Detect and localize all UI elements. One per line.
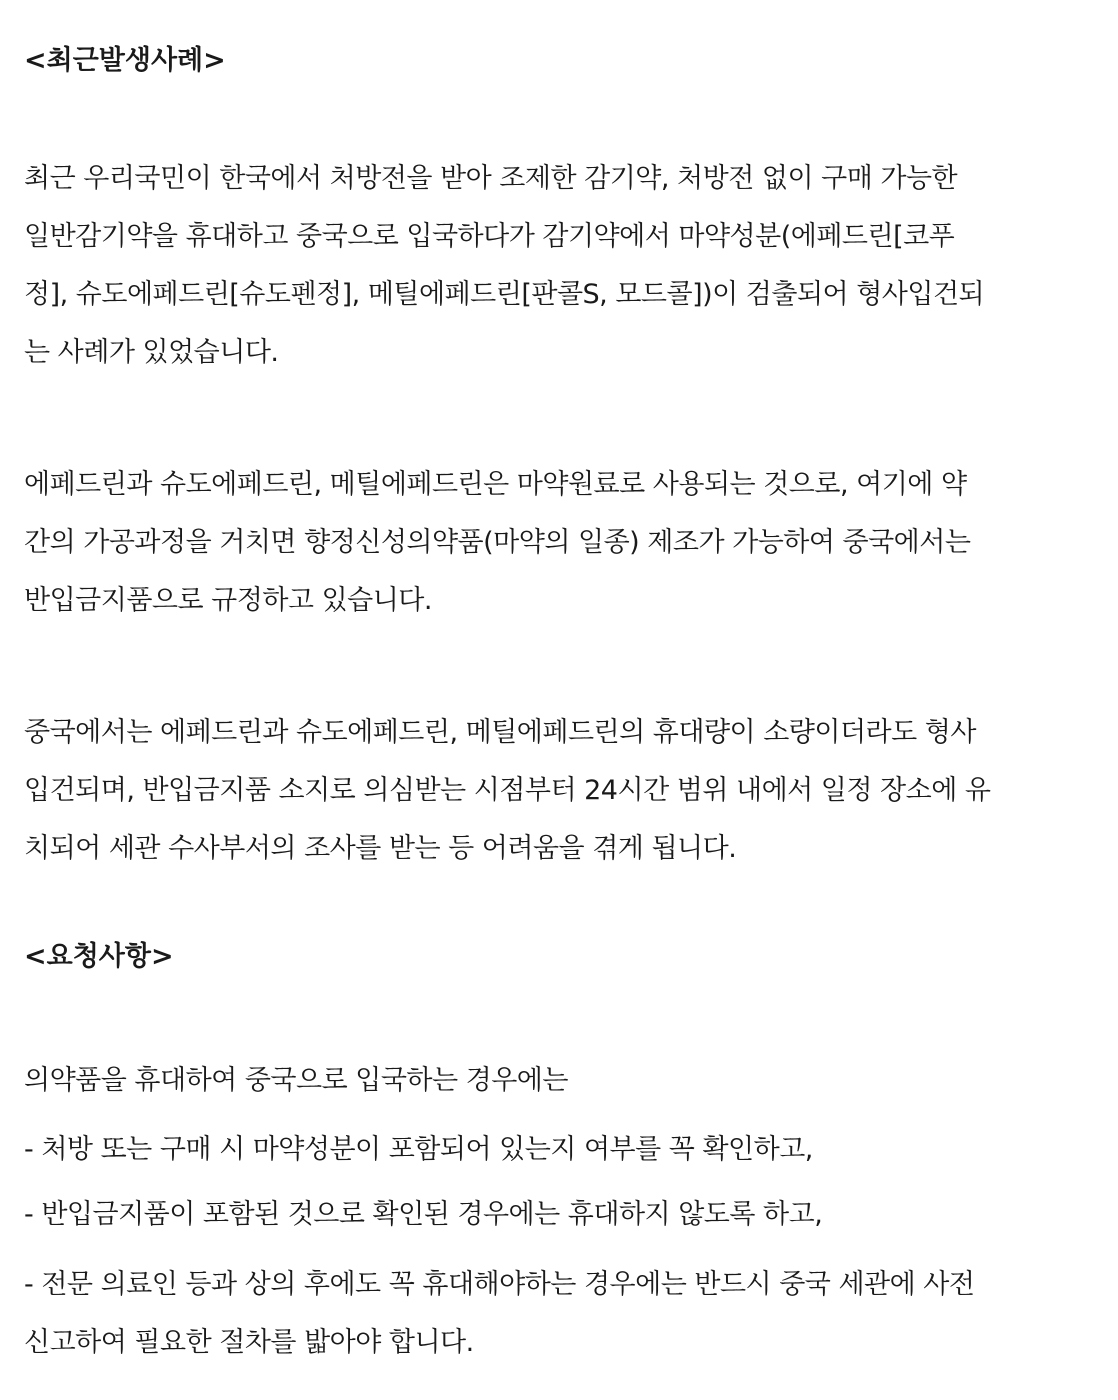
recent-cases-paragraph-2 bbox=[24, 456, 1094, 630]
request-item-1: - 처방 또는 구매 시 마약성분이 포함되어 있는지 여부를 꼭 확인하고, bbox=[24, 1134, 813, 1165]
paragraph-line: 최근 우리국민이 한국에서 처방전을 받아 조제한 감기약, 처방전 없이 구매 가능한 bbox=[24, 163, 958, 194]
paragraph-line: 일반감기약을 휴대하고 중국으로 입국하다가 감기약에서 마약성분(에페드린[코푸 bbox=[24, 221, 955, 252]
recent-cases-heading: <최근발생사례> bbox=[24, 45, 226, 76]
requests-heading: <요청사항> bbox=[24, 941, 174, 972]
paragraph-line: 입건되며, 반입금지품 소지로 의심받는 시점부터 24시간 범위 내에서 일정 장소에 유 bbox=[24, 775, 991, 806]
paragraph-line: 에페드린과 슈도에페드린, 메틸에페드린은 마약원료로 사용되는 것으로, 여기에 약 bbox=[24, 469, 967, 500]
paragraph-line: 간의 가공과정을 거치면 향정신성의약품(마약의 일종) 제조가 가능하여 중국에서는 bbox=[24, 527, 971, 558]
paragraph-line: 반입금지품으로 규정하고 있습니다. bbox=[24, 585, 432, 616]
paragraph-line: 중국에서는 에페드린과 슈도에페드린, 메틸에페드린의 휴대량이 소량이더라도 형사 bbox=[24, 717, 976, 748]
paragraph-line: 치되어 세관 수사부서의 조사를 받는 등 어려움을 겪게 됩니다. bbox=[24, 833, 737, 864]
requests-intro: 의약품을 휴대하여 중국으로 입국하는 경우에는 bbox=[24, 1065, 568, 1096]
request-item-2: - 반입금지품이 포함된 것으로 확인된 경우에는 휴대하지 않도록 하고, bbox=[24, 1199, 823, 1230]
paragraph-line: 신고하여 필요한 절차를 밟아야 합니다. bbox=[24, 1327, 474, 1358]
recent-cases-paragraph-1 bbox=[24, 150, 1094, 382]
paragraph-line: 는 사례가 있었습니다. bbox=[24, 337, 279, 368]
request-item-3 bbox=[24, 1256, 1094, 1372]
paragraph-line: 정], 슈도에페드린[슈도펜정], 메틸에페드린[판콜S, 모드콜])이 검출되어 형사입건되 bbox=[24, 279, 985, 310]
paragraph-line: - 전문 의료인 등과 상의 후에도 꼭 휴대해야하는 경우에는 반드시 중국 세관에 사전 bbox=[24, 1269, 975, 1300]
recent-cases-paragraph-3 bbox=[24, 704, 1094, 878]
